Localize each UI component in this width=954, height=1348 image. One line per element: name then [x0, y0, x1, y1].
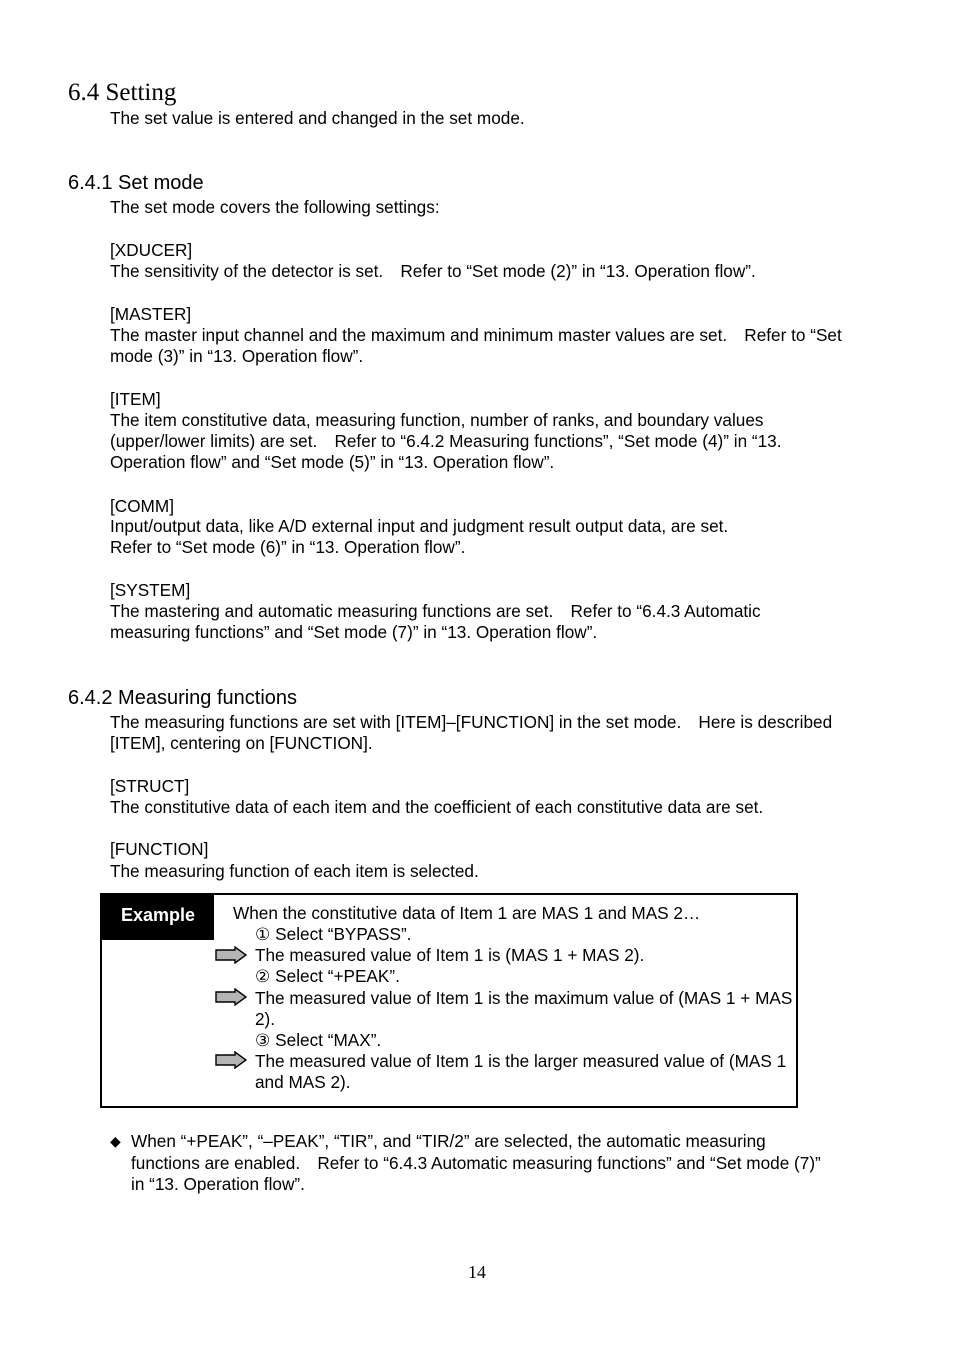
- page-number: 14: [468, 1262, 486, 1282]
- master-label: [MASTER]: [110, 304, 192, 324]
- set-mode-heading: 6.4.1 Set mode: [68, 172, 204, 194]
- example-tag: Example: [102, 895, 214, 940]
- example-step-1: ① Select “BYPASS”.: [255, 924, 412, 944]
- system-text: The mastering and automatic measuring functions are set. Refer to “6.4.3 Automatic measuring functions” and “Set mode (7)” in “13. Operation flow”.: [110, 601, 761, 643]
- example-result-3: The measured value of Item 1 is the larger measured value of (MAS 1 and MAS 2).: [255, 1051, 787, 1093]
- set-mode-intro: The set mode covers the following settings:: [110, 197, 440, 217]
- system-label: [SYSTEM]: [110, 580, 191, 600]
- comm-text-line2: Refer to “Set mode (6)” in “13. Operation flow”.: [110, 537, 466, 557]
- struct-text: The constitutive data of each item and the coefficient of each constitutive data are set.: [110, 797, 764, 817]
- arrow-right-icon: [215, 988, 247, 1006]
- section-intro: The set value is entered and changed in the set mode.: [110, 108, 525, 128]
- xducer-label: [XDUCER]: [110, 240, 193, 260]
- example-box: [100, 893, 798, 1108]
- arrow-right-icon: [215, 1051, 247, 1069]
- comm-text-line1: Input/output data, like A/D external input and judgment result output data, are set.: [110, 516, 729, 536]
- diamond-bullet-icon: ◆: [110, 1133, 121, 1149]
- function-text: The measuring function of each item is selected.: [110, 861, 479, 881]
- item-label: [ITEM]: [110, 389, 161, 409]
- xducer-text: The sensitivity of the detector is set. Refer to “Set mode (2)” in “13. Operation flow”.: [110, 261, 756, 281]
- note-text: When “+PEAK”, “–PEAK”, “TIR”, and “TIR/2” are selected, the automatic measuring functions are enabled. Refer to “6.4.3 Automatic measuring functions” and “Set mode (7)” in “13. Operation flow”.: [131, 1131, 821, 1194]
- example-result-2: The measured value of Item 1 is the maximum value of (MAS 1 + MAS 2).: [255, 988, 793, 1030]
- item-text: The item constitutive data, measuring function, number of ranks, and boundary values (upper/lower limits) are set. Refer to “6.4.2 Measuring functions”, “Set mode (4)” in “13. Operation flow” and “Set mode (5)” in “13. Operation flow”.: [110, 410, 782, 473]
- note-item: [110, 1131, 830, 1196]
- function-label: [FUNCTION]: [110, 839, 209, 859]
- measuring-heading: 6.4.2 Measuring functions: [68, 687, 298, 709]
- arrow-right-icon: [215, 946, 247, 964]
- example-intro: When the constitutive data of Item 1 are MAS 1 and MAS 2…: [233, 903, 701, 923]
- section-title: 6.4 Setting: [68, 79, 177, 106]
- example-step-2: ② Select “+PEAK”.: [255, 966, 400, 986]
- example-result-1: The measured value of Item 1 is (MAS 1 + MAS 2).: [255, 945, 645, 965]
- example-step-3: ③ Select “MAX”.: [255, 1030, 382, 1050]
- master-text: The master input channel and the maximum and minimum master values are set. Refer to “Set mode (3)” in “13. Operation flow”.: [110, 325, 842, 367]
- measuring-intro: The measuring functions are set with [ITEM]–[FUNCTION] in the set mode. Here is described [ITEM], centering on [FUNCTION].: [110, 712, 833, 754]
- comm-label: [COMM]: [110, 496, 174, 516]
- struct-label: [STRUCT]: [110, 776, 190, 796]
